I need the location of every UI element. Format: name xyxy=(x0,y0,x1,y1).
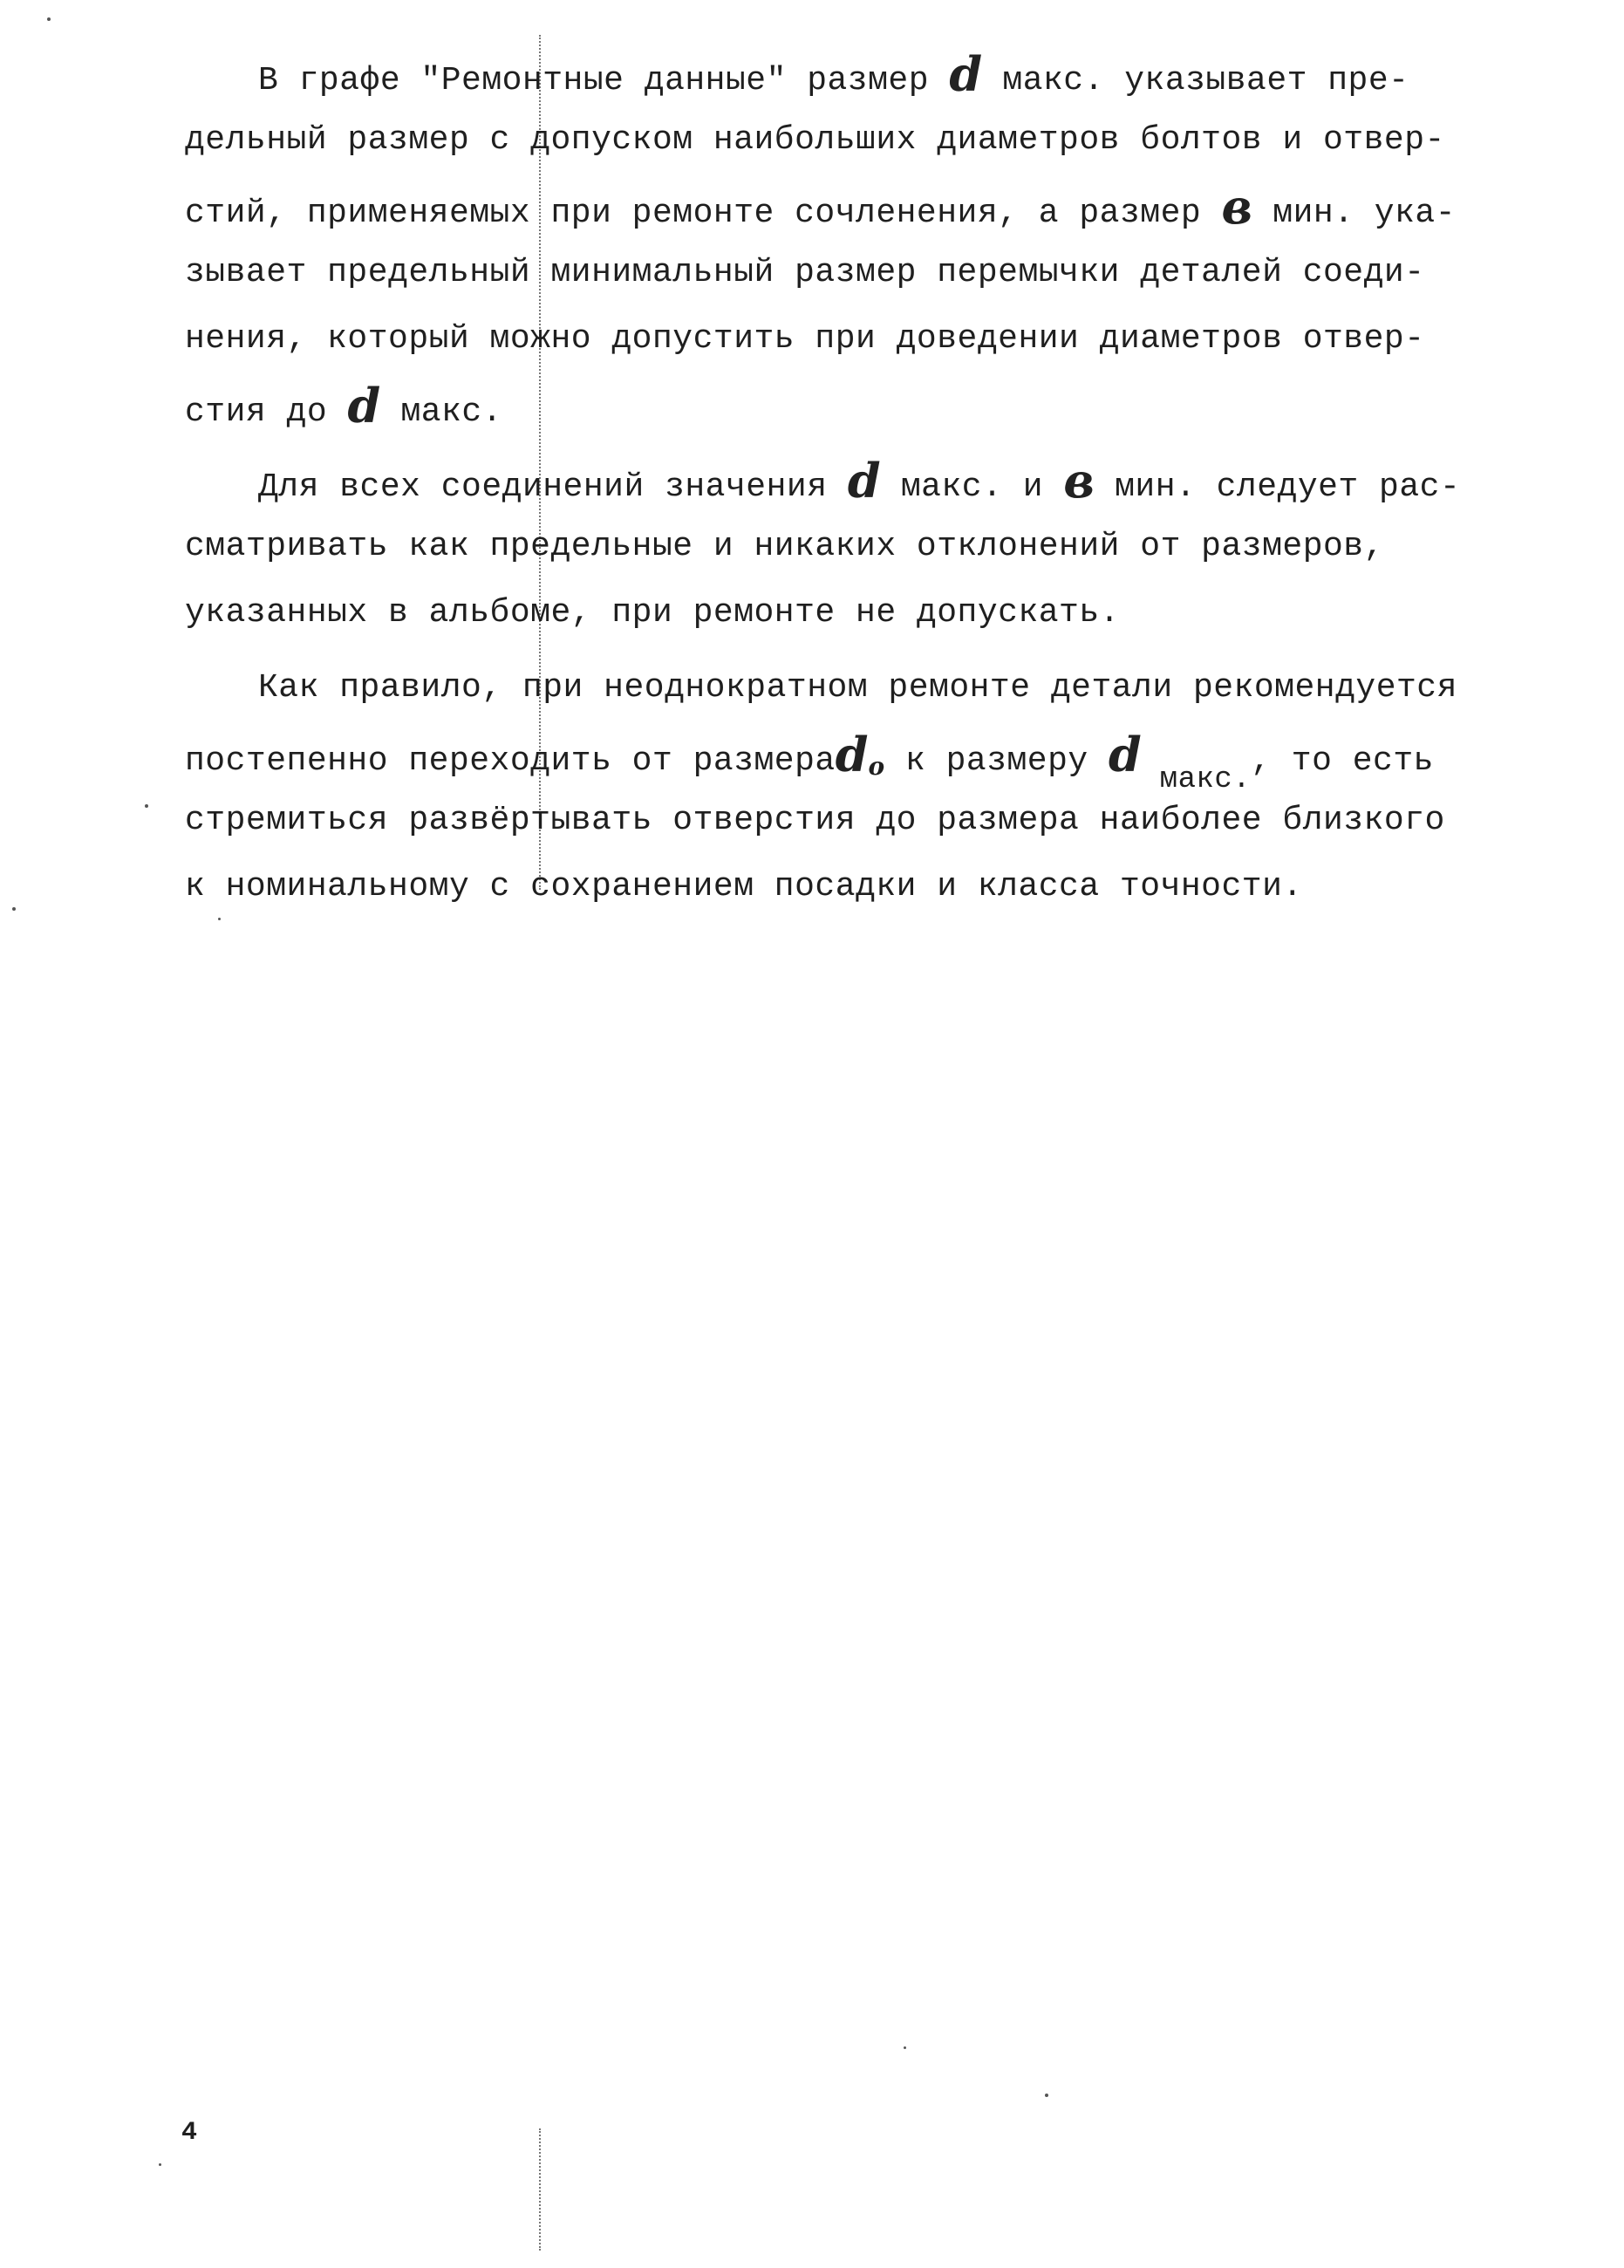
text-run: стремиться развёртывать отверстия до размера наиболее близкого xyxy=(185,802,1445,839)
scan-speck xyxy=(904,2046,906,2049)
paragraph-1-line-4 xyxy=(185,251,1425,295)
paragraph-1-line-3 xyxy=(185,179,1457,235)
scan-speck xyxy=(12,907,16,911)
scan-speck xyxy=(145,804,148,808)
text-run: , то есть xyxy=(1251,742,1434,780)
text-run: Как правило, при неоднократном ремонте детали рекомендуется xyxy=(258,669,1457,707)
handwritten-symbol-d: d xyxy=(949,46,983,102)
paragraph-1-line-2 xyxy=(185,119,1445,162)
paragraph-3-line-2 xyxy=(185,727,1434,796)
paragraph-3-line-4 xyxy=(185,865,1303,909)
handwritten-symbol-d: d xyxy=(1109,727,1142,782)
paragraph-1-line-5 xyxy=(185,318,1425,361)
subscript-max: макс. xyxy=(1141,763,1252,796)
text-run: нения, который можно допустить при доведении диаметров отвер- xyxy=(185,320,1425,358)
handwritten-symbol-d: d xyxy=(847,453,881,509)
text-run: мин. ука- xyxy=(1252,195,1457,232)
paragraph-1-line-6 xyxy=(185,378,503,434)
scan-speck xyxy=(218,918,221,920)
text-run: макс. xyxy=(380,393,503,431)
text-run: зывает предельный минимальный размер перемычки деталей соеди- xyxy=(185,254,1425,291)
text-run: макс. указывает пре- xyxy=(982,62,1409,99)
paragraph-1-line-1 xyxy=(258,46,1409,102)
text-run: стия до xyxy=(185,393,348,431)
handwritten-symbol-b: в xyxy=(1063,453,1095,509)
paragraph-2-line-2 xyxy=(185,525,1384,569)
text-run: Для всех соединений значения xyxy=(258,468,848,506)
text-run: указанных в альбоме, при ремонте не допускать. xyxy=(185,594,1120,632)
paragraph-2-line-3 xyxy=(185,591,1120,635)
text-run: макс. и xyxy=(880,468,1064,506)
text-run: к размеру xyxy=(884,742,1109,780)
scan-fold-mark-lower xyxy=(539,2128,542,2251)
text-run: стий, применяемых при ремонте сочленения, а размер xyxy=(185,195,1222,232)
scan-speck xyxy=(47,17,51,21)
text-run: мин. следует рас- xyxy=(1094,468,1461,506)
handwritten-symbol-b: в xyxy=(1221,179,1252,235)
text-run: к номинальному с сохранением посадки и класса точности. xyxy=(185,868,1303,905)
paragraph-3-line-3 xyxy=(185,799,1445,843)
handwritten-symbol-d: d xyxy=(347,378,381,434)
scan-speck xyxy=(1045,2094,1048,2097)
page-number: 4 xyxy=(181,2118,198,2148)
paragraph-3-line-1 xyxy=(258,666,1457,710)
scan-speck xyxy=(159,2163,161,2166)
text-run: сматривать как предельные и никаких отклонений от размеров, xyxy=(185,528,1384,565)
handwritten-symbol-d: d xyxy=(835,727,869,782)
text-run: постепенно переходить от размера xyxy=(185,742,836,780)
handwritten-subscript-o: о xyxy=(868,752,885,781)
paragraph-2-line-1 xyxy=(258,453,1461,509)
text-run: В графе "Ремонтные данные" размер xyxy=(258,62,950,99)
text-run: дельный размер с допуском наибольших диаметров болтов и отвер- xyxy=(185,121,1445,159)
